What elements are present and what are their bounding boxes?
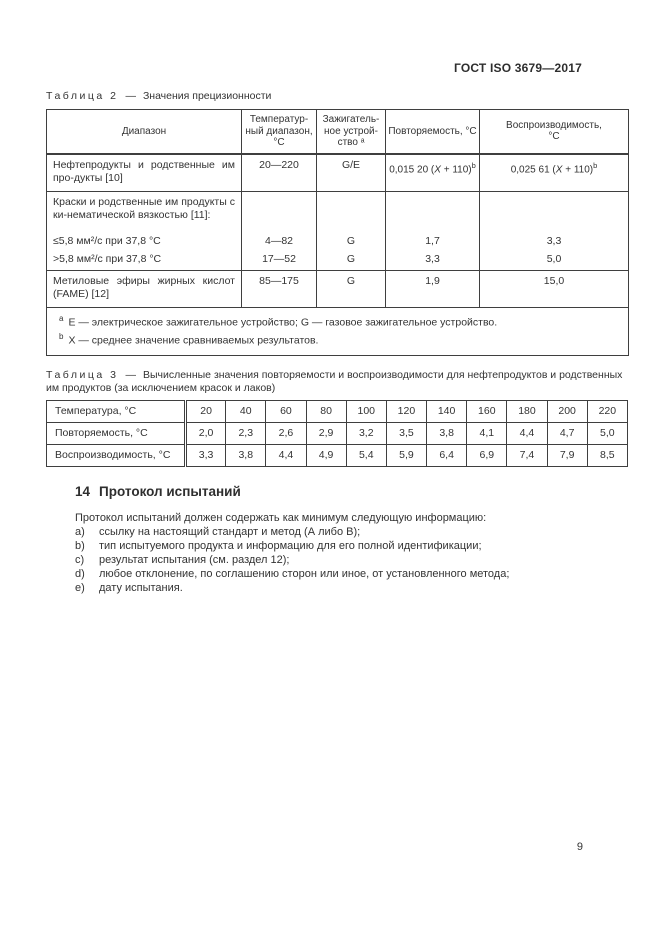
table-row-low-viscosity	[47, 234, 629, 252]
formula-prefix: 0,015 20 (	[389, 163, 435, 175]
row-label: Температура, °С	[47, 400, 186, 422]
value-cell: 3,8	[427, 422, 467, 444]
table2-caption-title: Значения прецизионности	[142, 90, 272, 102]
cell-temp-range	[242, 191, 317, 234]
formula-prefix: 0,025 61 (	[510, 163, 556, 175]
cell-temp-range: 85—175	[242, 270, 317, 307]
row-label: Повторяемость, °С	[47, 422, 186, 444]
table3-caption-label: Таблица 3	[46, 368, 119, 381]
footnote-text: X — среднее значение сравниваемых результатов.	[68, 334, 319, 346]
value-cell: 3,2	[346, 422, 386, 444]
formula-variable: X	[555, 163, 563, 175]
value-cell: 5,9	[386, 444, 426, 466]
list-marker: c)	[75, 553, 85, 566]
list-text: ссылку на настоящий стандарт и метод (А либо В);	[99, 525, 361, 538]
col-header-igniter: Зажигатель- ное устрой- ство ᵃ	[317, 110, 386, 154]
cell-igniter: G	[317, 234, 386, 252]
value-cell: 7,9	[547, 444, 587, 466]
cell-temp-range: 20—220	[242, 154, 317, 192]
value-cell: 4,9	[306, 444, 346, 466]
footnote-marker: b	[59, 331, 64, 341]
value-cell: 60	[266, 400, 306, 422]
value-cell: 4,1	[467, 422, 507, 444]
value-cell: 180	[507, 400, 547, 422]
list-text: любое отклонение, по соглашению сторон или иное, от установленного метода;	[99, 567, 510, 580]
cell-igniter: G	[317, 270, 386, 307]
section-heading	[75, 484, 628, 499]
section-title: Протокол испытаний	[99, 483, 241, 499]
table3-caption	[46, 369, 628, 395]
list-item-d	[75, 567, 628, 581]
cell-reproducibility: 3,3	[480, 234, 629, 252]
footnote-text: E — электрическое зажигательное устройство; G — газовое зажигательное устройство.	[68, 316, 498, 328]
cell-range: Метиловые эфиры жирных кислот (FAME) [12]	[47, 270, 242, 307]
formula-suffix: + 110)	[440, 163, 472, 175]
formula-suffix: + 110)	[562, 163, 594, 175]
table-row-high-viscosity	[47, 252, 629, 271]
table2-footnotes-row	[47, 307, 629, 355]
formula-footnote-marker: b	[471, 160, 476, 170]
list-marker: b)	[75, 539, 85, 552]
cell-reproducibility: 15,0	[480, 270, 629, 307]
requirements-list	[75, 525, 628, 595]
page-number: 9	[576, 841, 583, 853]
list-text: дату испытания.	[99, 581, 183, 594]
cell-range: Нефтепродукты и родственные им про-дукты [10]	[47, 154, 242, 192]
footnote-b	[59, 330, 618, 348]
cell-temp-range: 4—82	[242, 234, 317, 252]
col-header-temp-range: Температур- ный диапазон, °С	[242, 110, 317, 154]
value-cell: 5,4	[346, 444, 386, 466]
table2-caption	[46, 90, 628, 103]
standard-reference: ГОСТ ISO 3679—2017	[453, 61, 582, 75]
formula-footnote-marker: b	[593, 160, 598, 170]
cell-repeatability	[386, 154, 480, 192]
value-cell: 2,3	[226, 422, 266, 444]
table2-caption-dash: —	[125, 90, 136, 102]
cell-igniter: G/E	[317, 154, 386, 192]
value-cell: 4,7	[547, 422, 587, 444]
value-cell: 5,0	[587, 422, 627, 444]
list-marker: e)	[75, 581, 85, 594]
list-marker: d)	[75, 567, 85, 580]
cell-repeatability: 1,9	[386, 270, 480, 307]
value-cell: 2,9	[306, 422, 346, 444]
table3-caption-dash: —	[125, 368, 136, 381]
value-cell: 140	[427, 400, 467, 422]
cell-igniter	[317, 191, 386, 234]
value-cell: 6,9	[467, 444, 507, 466]
list-item-b	[75, 539, 628, 553]
section-intro: Протокол испытаний должен содержать как минимум следующую информацию:	[75, 511, 487, 524]
table-row-paints-group	[47, 191, 629, 234]
cell-repeatability	[386, 191, 480, 234]
cell-temp-range: 17—52	[242, 252, 317, 271]
table2-footnotes	[47, 307, 629, 355]
col-header-reproducibility: Воспроизводимость, °С	[480, 110, 629, 154]
repeatability-reproducibility-table	[46, 400, 628, 467]
value-cell: 3,8	[226, 444, 266, 466]
list-item-c	[75, 553, 628, 567]
list-marker: a)	[75, 525, 85, 538]
cell-reproducibility	[480, 154, 629, 192]
value-cell: 2,6	[266, 422, 306, 444]
col-header-range: Диапазон	[47, 110, 242, 154]
section-number: 14	[75, 483, 91, 499]
cell-repeatability: 1,7	[386, 234, 480, 252]
value-cell: 2,0	[186, 422, 226, 444]
precision-values-table	[46, 109, 629, 356]
cell-range: ≤5,8 мм²/с при 37,8 °С	[47, 234, 242, 252]
cell-reproducibility: 5,0	[480, 252, 629, 271]
table-row-repeatability	[47, 422, 628, 444]
table-row-reproducibility	[47, 444, 628, 466]
value-cell: 4,4	[507, 422, 547, 444]
cell-range: Краски и родственные им продукты с ки-нематической вязкостью [11]:	[47, 191, 242, 234]
cell-repeatability: 3,3	[386, 252, 480, 271]
value-cell: 80	[306, 400, 346, 422]
list-item-a	[75, 525, 628, 539]
row-label: Воспроизводимость, °С	[47, 444, 186, 466]
cell-igniter: G	[317, 252, 386, 271]
cell-range: >5,8 мм²/с при 37,8 °С	[47, 252, 242, 271]
value-cell: 8,5	[587, 444, 627, 466]
value-cell: 100	[346, 400, 386, 422]
table2-header-row	[47, 110, 629, 154]
table-row-fame	[47, 270, 629, 307]
footnote-a	[59, 312, 618, 330]
table2-caption-label: Таблица 2	[46, 90, 119, 102]
cell-reproducibility	[480, 191, 629, 234]
value-cell: 7,4	[507, 444, 547, 466]
page-content	[46, 90, 628, 595]
table-row-petroleum	[47, 154, 629, 192]
table-row-temperature	[47, 400, 628, 422]
value-cell: 6,4	[427, 444, 467, 466]
value-cell: 160	[467, 400, 507, 422]
value-cell: 220	[587, 400, 627, 422]
list-text: результат испытания (см. раздел 12);	[99, 553, 290, 566]
value-cell: 200	[547, 400, 587, 422]
list-text: тип испытуемого продукта и информацию для его полной идентификации;	[99, 539, 482, 552]
formula-variable: X	[434, 163, 441, 175]
value-cell: 3,3	[186, 444, 226, 466]
list-item-e	[75, 581, 628, 595]
footnote-marker: a	[59, 313, 64, 323]
value-cell: 3,5	[386, 422, 426, 444]
value-cell: 40	[226, 400, 266, 422]
col-header-repeatability: Повторяемость, °С	[386, 110, 480, 154]
value-cell: 20	[186, 400, 226, 422]
table3-caption-title: Вычисленные значения повторяемости и воспроизводимости для нефтепродуктов и родственных им продуктов (за исключением красок и лаков)	[46, 368, 623, 394]
value-cell: 120	[386, 400, 426, 422]
value-cell: 4,4	[266, 444, 306, 466]
